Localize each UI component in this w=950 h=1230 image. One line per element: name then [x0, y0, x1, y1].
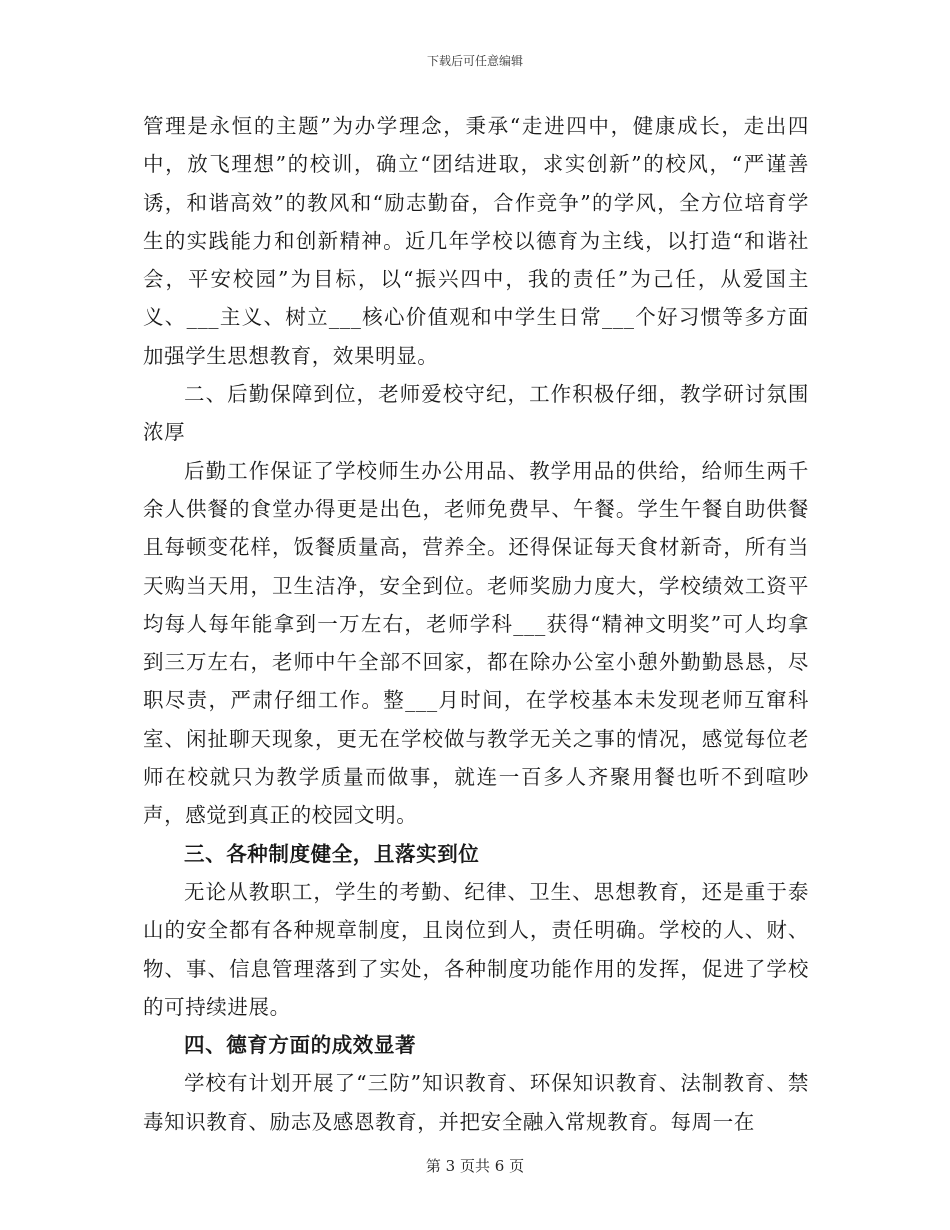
section-heading-3: 三、各种制度健全，且落实到位: [184, 841, 480, 866]
section-heading-4: 四、德育方面的成效显著: [184, 1033, 417, 1058]
body-paragraph: 后勤工作保证了学校师生办公用品、教学用品的供给，给师生两千余人供餐的食堂办得更是出色，老师免费早、午餐。学生午餐自助供餐且每顿变花样，饭餐质量高，营养全。还得保证每天食材新奇，所有当天购当天用，卫生洁净，安全到位。老师奖励力度大，学校绩效工资平均每人每年能拿到一万左右，老师学科___获得“精神文明奖”可人均拿到三万左右，老师中午全部不回家，都在除办公室小憩外勤勤恳恳，尽职尽责，严肃仔细工作。整___月时间，在学校基本未发现老师互窜科室、闲扯聊天现象，更无在学校做与教学无关之事的情况，感觉每位老师在校就只为教学质量而做事，就连一百多人齐聚用餐也听不到喧吵声，感觉到真正的校园文明。: [143, 458, 809, 828]
section-heading-2: 二、后勤保障到位，老师爱校守纪，工作积极仔细，教学研讨氛围浓厚: [143, 382, 809, 445]
page-number: 第 3 页共 6 页: [425, 1157, 525, 1175]
body-paragraph: 学校有计划开展了“三防”知识教育、环保知识教育、法制教育、禁毒知识教育、励志及感恩教育，并把安全融入常规教育。每周一在: [143, 1071, 809, 1134]
document-body: [143, 107, 809, 1141]
header-note: 下载后可任意编辑: [426, 54, 523, 68]
body-paragraph: 无论从教职工，学生的考勤、纪律、卫生、思想教育，还是重于泰山的安全都有各种规章制度，且岗位到人，责任明确。学校的人、财、物、事、信息管理落到了实处，各种制度功能作用的发挥，促进了学校的可持续进展。: [143, 879, 809, 1019]
body-paragraph: 管理是永恒的主题”为办学理念，秉承“走进四中，健康成长，走出四中，放飞理想”的校训，确立“团结进取，求实创新”的校风，“严谨善诱，和谐高效”的教风和“励志勤奋，合作竞争”的学风，全方位培育学生的实践能力和创新精神。近几年学校以德育为主线，以打造“和谐社会，平安校园”为目标，以“振兴四中，我的责任”为己任，从爱国主义、___主义、树立___核心价值观和中学生日常___个好习惯等多方面加强学生思想教育，效果明显。: [143, 114, 809, 368]
